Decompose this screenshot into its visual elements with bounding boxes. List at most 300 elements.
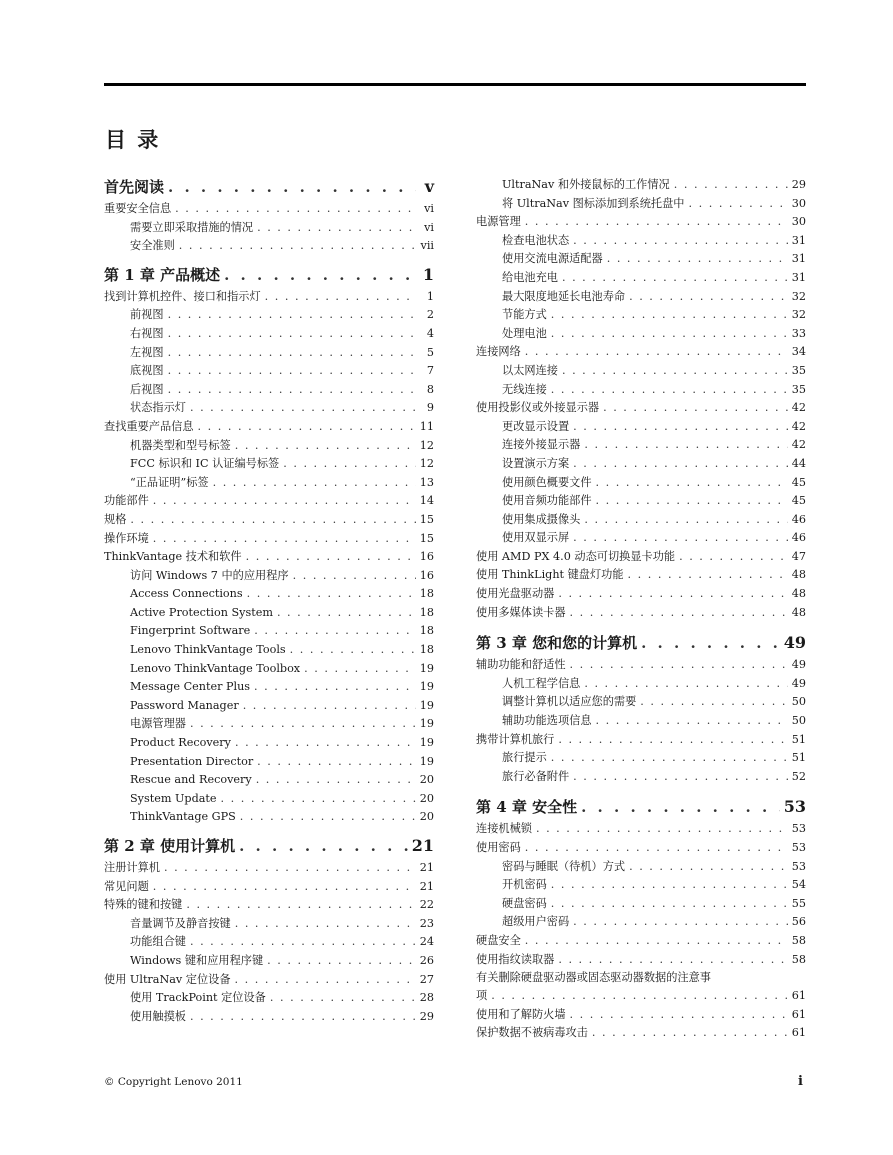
toc-entry-title: 使用指纹读取器 <box>476 952 555 966</box>
leader-dots <box>153 492 416 511</box>
toc-entry-title: 第 1 章 产品概述 <box>104 265 221 284</box>
toc-subsection-entry[interactable] <box>476 362 806 381</box>
toc-subsection-entry[interactable] <box>476 325 806 344</box>
toc-section-entry[interactable] <box>476 731 806 750</box>
toc-entry-title: 人机工程学信息 <box>502 676 581 690</box>
toc-entry-page: 12 <box>419 457 434 471</box>
toc-entry-page: 42 <box>791 438 806 452</box>
toc-section-entry[interactable] <box>476 213 806 232</box>
toc-entry-title: 前视图 <box>130 308 164 322</box>
toc-section-entry[interactable] <box>476 951 806 970</box>
toc-subsection-entry[interactable] <box>104 734 434 753</box>
toc-subsection-entry[interactable] <box>104 1008 434 1027</box>
leader-dots <box>525 343 788 362</box>
leader-dots <box>168 176 416 198</box>
toc-entry-page: 16 <box>419 568 434 582</box>
toc-entry-title: 调整计算机以适应您的需要 <box>502 695 637 709</box>
leader-dots <box>536 820 788 839</box>
toc-subsection-entry[interactable] <box>476 529 806 548</box>
toc-section-entry[interactable] <box>104 530 434 549</box>
toc-entry-page: 61 <box>791 1026 806 1040</box>
leader-dots <box>168 381 416 400</box>
toc-subsection-entry[interactable] <box>104 989 434 1008</box>
leader-dots <box>596 712 788 731</box>
leader-dots <box>629 288 788 307</box>
top-rule <box>104 83 806 86</box>
leader-dots <box>247 585 416 604</box>
toc-entry-title: 无线连接 <box>502 382 547 396</box>
toc-subsection-entry[interactable] <box>476 749 806 768</box>
toc-entry-title: 连接机械锁 <box>476 822 532 836</box>
toc-section-entry[interactable] <box>476 548 806 567</box>
toc-entry-page: 32 <box>791 308 806 322</box>
toc-chapter-entry[interactable] <box>476 796 806 818</box>
toc-entry-page: 53 <box>791 841 806 854</box>
toc-subsection-entry[interactable] <box>476 712 806 731</box>
toc-entry-page: 31 <box>791 270 806 284</box>
toc-subsection-entry[interactable] <box>104 808 434 827</box>
toc-entry-page: vi <box>424 220 434 234</box>
toc-chapter-entry[interactable] <box>104 835 434 857</box>
toc-section-entry[interactable] <box>104 896 434 915</box>
toc-subsection-entry[interactable] <box>476 693 806 712</box>
toc-entry-title: 音量调节及静音按键 <box>130 916 231 930</box>
toc-entry-title: 使用 UltraNav 定位设备 <box>104 972 231 986</box>
toc-entry-page: 31 <box>791 233 806 247</box>
toc-entry-page: 18 <box>419 605 434 619</box>
leader-dots <box>525 932 788 951</box>
toc-subsection-entry[interactable] <box>104 362 434 381</box>
toc-section-entry[interactable] <box>476 839 806 858</box>
leader-dots <box>562 269 788 288</box>
toc-entry-page: 19 <box>419 717 434 731</box>
leader-dots <box>190 933 416 952</box>
toc-entry-title: 旅行提示 <box>502 751 547 765</box>
page-title: 目 录 <box>105 127 161 152</box>
toc-subsection-entry[interactable] <box>476 250 806 269</box>
toc-entry-title: Message Center Plus <box>130 680 251 694</box>
leader-dots <box>596 474 788 493</box>
leader-dots <box>240 808 416 827</box>
toc-entry-page: 34 <box>791 345 806 359</box>
toc-entry-page: 32 <box>791 289 806 303</box>
toc-entry-title: 使用和了解防火墙 <box>476 1007 566 1021</box>
toc-entry-page: 50 <box>791 714 806 728</box>
leader-dots <box>628 566 788 585</box>
toc-entry-title: UltraNav 和外接鼠标的工作情况 <box>502 178 670 191</box>
toc-entry-title: 保护数据不被病毒攻击 <box>476 1026 588 1040</box>
toc-entry-title: 连接外接显示器 <box>502 438 581 452</box>
toc-entry-title: 使用光盘驱动器 <box>476 587 555 601</box>
leader-dots <box>573 768 788 787</box>
leader-dots <box>570 604 788 623</box>
toc-section-entry[interactable] <box>104 971 434 990</box>
toc-left-column <box>104 176 434 1026</box>
leader-dots <box>592 1024 788 1043</box>
leader-dots <box>235 437 416 456</box>
leader-dots <box>168 362 416 381</box>
toc-subsection-entry[interactable] <box>104 660 434 679</box>
toc-subsection-entry[interactable] <box>476 232 806 251</box>
toc-entry-page: 14 <box>419 494 434 508</box>
toc-entry-page: 54 <box>791 878 806 892</box>
toc-entry-title: 使用双显示屏 <box>502 531 570 545</box>
toc-entry-title: Lenovo ThinkVantage Tools <box>130 643 286 657</box>
leader-dots <box>243 697 416 716</box>
toc-section-entry[interactable] <box>104 288 434 307</box>
leader-dots <box>168 325 416 344</box>
leader-dots <box>558 951 787 970</box>
toc-entry-title: 使用触摸板 <box>130 1009 186 1023</box>
toc-subsection-entry[interactable] <box>476 895 806 914</box>
toc-subsection-entry[interactable] <box>476 436 806 455</box>
toc-section-entry[interactable] <box>104 492 434 511</box>
toc-entry-title: 第 4 章 安全性 <box>476 798 578 817</box>
leader-dots <box>235 734 416 753</box>
toc-subsection-entry[interactable] <box>104 933 434 952</box>
toc-entry-title: 状态指示灯 <box>130 401 186 415</box>
leader-dots <box>257 219 416 238</box>
toc-subsection-entry[interactable] <box>104 622 434 641</box>
toc-subsection-entry[interactable] <box>476 381 806 400</box>
toc-entry-title: 节能方式 <box>502 308 547 322</box>
toc-entry-page: 26 <box>419 953 434 967</box>
toc-entry-title: 规格 <box>104 512 127 526</box>
toc-entry-title: Fingerprint Software <box>130 624 251 638</box>
toc-entry-page: 35 <box>791 363 806 377</box>
toc-entry-page: 44 <box>791 456 806 470</box>
toc-entry-title: 硬盘密码 <box>502 896 547 910</box>
toc-entry-continuation <box>476 987 806 1006</box>
toc-entry-page: 21 <box>419 861 434 874</box>
leader-dots <box>198 418 416 437</box>
leader-dots <box>283 455 416 474</box>
toc-section-entry[interactable] <box>104 511 434 530</box>
toc-entry-page: 13 <box>419 475 434 489</box>
toc-entry-page: 53 <box>791 822 806 836</box>
toc-entry-title: 使用 AMD PX 4.0 动态可切换显卡功能 <box>476 549 676 563</box>
toc-section-entry[interactable] <box>476 343 806 362</box>
toc-entry-page: 49 <box>791 658 806 672</box>
toc-entry-page: 53 <box>783 797 806 817</box>
toc-subsection-entry[interactable] <box>104 325 434 344</box>
leader-dots <box>293 567 416 586</box>
toc-entry-title: 查找重要产品信息 <box>104 419 194 433</box>
toc-section-entry[interactable] <box>476 585 806 604</box>
leader-dots <box>558 731 787 750</box>
leader-dots <box>213 474 416 493</box>
toc-entry-title: 使用交流电源适配器 <box>502 252 603 266</box>
toc-entry-page: 56 <box>791 915 806 929</box>
toc-subsection-entry[interactable] <box>476 492 806 511</box>
leader-dots <box>239 835 408 857</box>
toc-entry-page: 19 <box>419 736 434 750</box>
toc-subsection-entry[interactable] <box>104 219 434 238</box>
toc-subsection-entry[interactable] <box>476 269 806 288</box>
toc-entry-page: 46 <box>791 512 806 526</box>
toc-entry-title: 特殊的键和按键 <box>104 898 183 912</box>
leader-dots <box>607 250 788 269</box>
toc-section-entry[interactable] <box>104 200 434 219</box>
toc-entry-title-line2: 项 <box>476 989 488 1003</box>
toc-section-entry[interactable] <box>476 656 806 675</box>
toc-entry-wrapped[interactable] <box>476 969 806 1006</box>
toc-entry-title: 重要安全信息 <box>104 202 172 215</box>
toc-entry-page: 15 <box>419 512 434 526</box>
toc-entry-page: 29 <box>791 178 806 191</box>
leader-dots <box>551 306 788 325</box>
toc-entry-title: Active Protection System <box>130 605 273 619</box>
leader-dots <box>641 632 780 654</box>
toc-entry-page: 48 <box>791 587 806 601</box>
toc-entry-title: 旅行必备附件 <box>502 769 570 783</box>
toc-entry-title: 安全准则 <box>130 239 175 253</box>
copyright-notice: © Copyright Lenovo 2011 <box>104 1076 243 1088</box>
toc-subsection-entry[interactable] <box>104 753 434 772</box>
toc-entry-page: 61 <box>791 1007 806 1021</box>
toc-subsection-entry[interactable] <box>476 768 806 787</box>
toc-entry-title: 携带计算机旅行 <box>476 732 555 746</box>
leader-dots <box>190 399 416 418</box>
toc-entry-title: 常见问题 <box>104 879 149 893</box>
toc-entry-page: 35 <box>791 382 806 396</box>
toc-entry-title: ThinkVantage 技术和软件 <box>104 550 242 564</box>
leader-dots <box>224 264 416 286</box>
toc-chapter-entry[interactable] <box>104 264 434 286</box>
toc-entry-page: 20 <box>419 810 434 824</box>
leader-dots <box>254 678 416 697</box>
toc-entry-title: 需要立即采取措施的情况 <box>130 220 254 234</box>
toc-entry-page: 7 <box>426 364 434 378</box>
leader-dots <box>562 362 788 381</box>
toc-subsection-entry[interactable] <box>104 399 434 418</box>
toc-entry-title: 使用 TrackPoint 定位设备 <box>130 991 266 1005</box>
toc-subsection-entry[interactable] <box>104 697 434 716</box>
toc-entry-title: 使用集成摄像头 <box>502 512 581 526</box>
toc-entry-title: “正品证明”标签 <box>130 475 209 489</box>
toc-entry-title: 找到计算机控件、接口和指示灯 <box>104 289 261 303</box>
leader-dots <box>570 656 788 675</box>
toc-subsection-entry[interactable] <box>476 675 806 694</box>
leader-dots <box>267 952 416 971</box>
leader-dots <box>256 771 416 790</box>
toc-entry-page: 50 <box>791 695 806 709</box>
toc-section-entry[interactable] <box>104 859 434 878</box>
toc-subsection-entry[interactable] <box>104 641 434 660</box>
toc-subsection-entry[interactable] <box>104 585 434 604</box>
toc-entry-title: 电源管理器 <box>130 717 186 731</box>
leader-dots <box>551 895 788 914</box>
toc-subsection-entry[interactable] <box>476 858 806 877</box>
toc-entry-page: 19 <box>419 661 434 675</box>
toc-entry-page: 4 <box>426 326 434 340</box>
toc-section-entry[interactable] <box>476 566 806 585</box>
toc-entry-page: 45 <box>791 475 806 489</box>
toc-subsection-entry[interactable] <box>104 306 434 325</box>
leader-dots <box>551 749 788 768</box>
toc-entry-page: 31 <box>791 252 806 266</box>
leader-dots <box>491 987 788 1006</box>
toc-entry-page: 23 <box>419 916 434 930</box>
toc-entry-title: Password Manager <box>130 698 239 712</box>
toc-entry-page: 58 <box>791 952 806 966</box>
toc-entry-page: 15 <box>419 531 434 545</box>
toc-section-entry[interactable] <box>476 1024 806 1043</box>
toc-entry-title: Rescue and Recovery <box>130 773 252 787</box>
toc-entry-title: 操作环境 <box>104 531 149 545</box>
leader-dots <box>153 530 416 549</box>
toc-entry-page: 16 <box>419 550 434 564</box>
toc-entry-title: 首先阅读 <box>104 178 165 196</box>
toc-entry-title: 使用投影仪或外接显示器 <box>476 401 600 415</box>
toc-subsection-entry[interactable] <box>104 474 434 493</box>
toc-subsection-entry[interactable] <box>476 288 806 307</box>
toc-entry-page: 51 <box>791 732 806 746</box>
toc-entry-title: 更改显示设置 <box>502 419 570 433</box>
toc-entry-page: 21 <box>411 836 434 855</box>
toc-entry-page: 21 <box>419 879 434 893</box>
toc-entry-title: 机器类型和型号标签 <box>130 438 231 452</box>
toc-entry-title: 开机密码 <box>502 878 547 892</box>
toc-right-column <box>476 176 806 1043</box>
leader-dots <box>130 511 415 530</box>
toc-section-entry[interactable] <box>104 418 434 437</box>
toc-entry-page: 47 <box>791 549 806 563</box>
leader-dots <box>640 693 787 712</box>
toc-entry-page: 1 <box>422 264 434 284</box>
toc-entry-title: 以太网连接 <box>502 363 558 377</box>
toc-subsection-entry[interactable] <box>104 344 434 363</box>
toc-entry-page: 42 <box>791 401 806 415</box>
toc-entry-page: 53 <box>791 859 806 873</box>
toc-entry-page: 48 <box>791 568 806 582</box>
leader-dots <box>573 529 788 548</box>
toc-subsection-entry[interactable] <box>104 952 434 971</box>
toc-entry-title: 连接网络 <box>476 345 521 359</box>
leader-dots <box>558 585 787 604</box>
toc-subsection-entry[interactable] <box>104 678 434 697</box>
toc-entry-page: 24 <box>419 935 434 949</box>
toc-entry-title: 使用 ThinkLight 键盘灯功能 <box>476 568 624 582</box>
toc-subsection-entry[interactable] <box>476 455 806 474</box>
leader-dots <box>570 1006 788 1025</box>
leader-dots <box>190 1008 416 1027</box>
toc-entry-page: 30 <box>791 196 806 210</box>
leader-dots <box>584 436 787 455</box>
toc-entry-page: 46 <box>791 531 806 545</box>
leader-dots <box>168 306 416 325</box>
toc-subsection-entry[interactable] <box>476 418 806 437</box>
leader-dots <box>254 622 415 641</box>
leader-dots <box>235 971 416 990</box>
toc-entry-page: vii <box>420 239 434 253</box>
leader-dots <box>573 455 788 474</box>
toc-entry-page: 2 <box>426 308 434 322</box>
toc-entry-title: 右视图 <box>130 326 164 340</box>
toc-chapter-entry[interactable] <box>476 632 806 654</box>
toc-entry-page: 42 <box>791 419 806 433</box>
leader-dots <box>153 878 416 897</box>
toc-subsection-entry[interactable] <box>104 381 434 400</box>
toc-entry-title: 电源管理 <box>476 215 521 229</box>
leader-dots <box>525 213 788 232</box>
leader-dots <box>573 232 788 251</box>
leader-dots <box>179 237 416 256</box>
toc-subsection-entry[interactable] <box>476 511 806 530</box>
toc-subsection-entry[interactable] <box>104 790 434 809</box>
toc-entry-title: 密码与睡眠（待机）方式 <box>502 859 626 873</box>
toc-entry-page: 45 <box>791 494 806 508</box>
toc-entry-title: 使用密码 <box>476 841 521 854</box>
toc-subsection-entry[interactable] <box>104 455 434 474</box>
leader-dots <box>551 876 788 895</box>
toc-section-entry[interactable] <box>476 1006 806 1025</box>
toc-subsection-entry[interactable] <box>476 176 806 195</box>
toc-entry-page: 11 <box>419 419 434 433</box>
toc-entry-title: Windows 键和应用程序键 <box>130 953 264 967</box>
toc-entry-page: 33 <box>791 326 806 340</box>
toc-entry-page: 5 <box>426 345 434 359</box>
toc-section-entry[interactable] <box>104 878 434 897</box>
toc-entry-page: 28 <box>419 991 434 1005</box>
toc-subsection-entry[interactable] <box>104 237 434 256</box>
toc-entry-page: 48 <box>791 605 806 619</box>
toc-entry-page: 18 <box>419 643 434 657</box>
leader-dots <box>168 344 416 363</box>
toc-chapter-entry[interactable] <box>104 176 434 198</box>
leader-dots <box>221 790 416 809</box>
toc-entry-title: 后视图 <box>130 382 164 396</box>
toc-subsection-entry[interactable] <box>104 915 434 934</box>
toc-entry-title: 左视图 <box>130 345 164 359</box>
toc-subsection-entry[interactable] <box>476 306 806 325</box>
toc-entry-page: vi <box>424 202 434 215</box>
toc-entry-page: 27 <box>419 972 434 986</box>
toc-entry-page: 49 <box>791 676 806 690</box>
toc-subsection-entry[interactable] <box>104 437 434 456</box>
toc-subsection-entry[interactable] <box>104 604 434 623</box>
toc-section-entry[interactable] <box>476 932 806 951</box>
toc-subsection-entry[interactable] <box>104 567 434 586</box>
toc-entry-page: 19 <box>419 698 434 712</box>
toc-section-entry[interactable] <box>104 548 434 567</box>
toc-entry-title: Product Recovery <box>130 736 231 750</box>
toc-entry-page: 9 <box>426 401 434 415</box>
toc-entry-title: System Update <box>130 791 217 805</box>
toc-entry-page: 12 <box>419 438 434 452</box>
toc-entry-title: 第 2 章 使用计算机 <box>104 837 236 855</box>
toc-entry-title: 最大限度地延长电池寿命 <box>502 289 626 303</box>
toc-subsection-entry[interactable] <box>476 913 806 932</box>
toc-subsection-entry[interactable] <box>476 876 806 895</box>
leader-dots <box>629 858 788 877</box>
toc-section-entry[interactable] <box>476 820 806 839</box>
toc-subsection-entry[interactable] <box>104 771 434 790</box>
toc-entry-page: v <box>424 177 434 196</box>
toc-section-entry[interactable] <box>476 604 806 623</box>
toc-subsection-entry[interactable] <box>476 474 806 493</box>
toc-entry-title: 处理电池 <box>502 326 547 340</box>
leader-dots <box>584 675 787 694</box>
toc-entry-page: 61 <box>791 989 806 1003</box>
leader-dots <box>551 325 788 344</box>
toc-entry-title: 功能组合键 <box>130 935 186 949</box>
toc-section-entry[interactable] <box>476 399 806 418</box>
toc-entry-title-line1: 有关删除硬盘驱动器或固态驱动器数据的注意事 <box>476 971 711 985</box>
toc-subsection-entry[interactable] <box>104 715 434 734</box>
toc-subsection-entry[interactable] <box>476 195 806 214</box>
toc-entry-page: 29 <box>419 1009 434 1023</box>
